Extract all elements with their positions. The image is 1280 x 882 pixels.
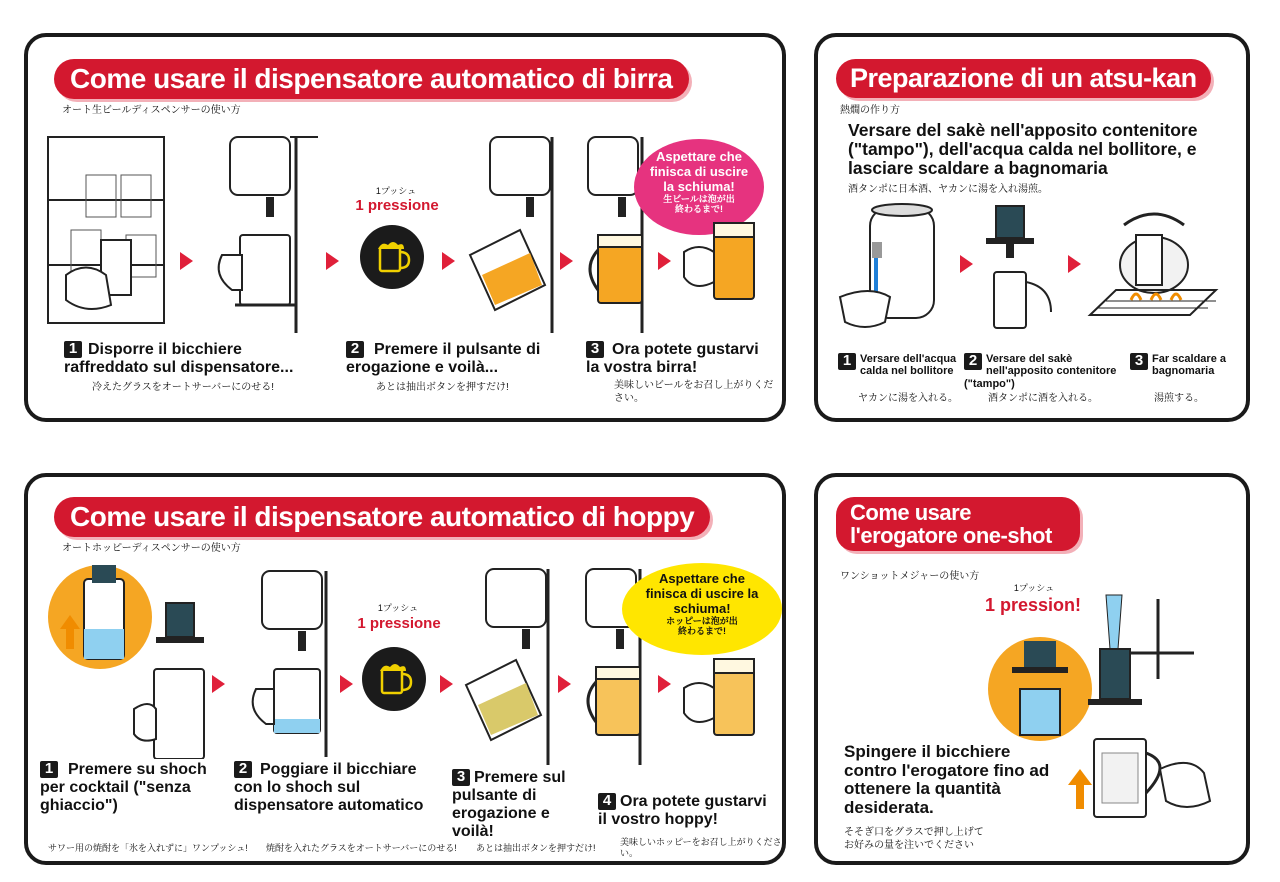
hoppy-step-2-jp: 焼酎を入れたグラスをオートサーバーにのせる! <box>266 843 457 853</box>
hoppy-wait-foam-text: Aspettare che finisca di uscire la schiuma! <box>645 571 759 616</box>
kettle-on-stove-illustration <box>1086 205 1226 330</box>
hoppy-step-3 <box>452 769 592 841</box>
push-count-jp: 1プッシュ <box>375 186 417 196</box>
step-arrow <box>326 252 339 270</box>
step-number: 3 <box>586 341 604 358</box>
beer-panel-subtitle: オート生ビールディスペンサーの使い方 <box>62 105 241 116</box>
step-number: 2 <box>234 761 252 778</box>
hot-water-pot-illustration <box>836 202 946 332</box>
hoppy-step-3-jp: あとは抽出ボタンを押すだけ! <box>476 843 596 853</box>
hoppy-pouring-illustration <box>456 567 566 767</box>
oneshot-panel-subtitle: ワンショットメジャーの使い方 <box>840 571 980 582</box>
step-text: Versare dell'acqua calda nel bollitore <box>860 353 957 378</box>
hoppy-panel-title: Come usare il dispensatore automatico di hoppy <box>54 497 710 537</box>
hoppy-step-1 <box>40 761 230 815</box>
wait-foam-text: Aspettare che finisca di uscire la schiuma! <box>649 149 749 194</box>
oneshot-panel-title <box>836 497 1080 551</box>
beer-step-1-jp: 冷えたグラスをオートサーバーにのせる! <box>92 382 274 393</box>
hoppy-step-1-jp: サワー用の焼酎を「氷を入れずに」ワンプッシュ! <box>48 843 248 853</box>
hoppy-panel <box>24 473 786 865</box>
step-text: Far scaldare a bagnomaria <box>1152 353 1226 378</box>
step-number: 1 <box>64 341 82 358</box>
step-number: 1 <box>40 761 58 778</box>
atsukan-step-2-jp: 酒タンポに酒を入れる。 <box>988 393 1098 404</box>
beer-step-2 <box>346 341 566 377</box>
step-arrow <box>658 675 671 693</box>
beer-step-2-jp: あとは抽出ボタンを押すだけ! <box>376 382 509 393</box>
hoppy-step-4 <box>598 793 778 829</box>
oneshot-headline: Spingere il bicchiere contro l'erogatore fino ad ottenere la quantità desiderata. <box>844 742 1050 818</box>
step-text: Premere sul pulsante di erogazione e voilà! <box>452 769 566 840</box>
step-number: 3 <box>1130 353 1148 370</box>
step-arrow <box>960 255 973 273</box>
step-number: 1 <box>838 353 856 370</box>
oneshot-panel <box>814 473 1250 865</box>
wait-foam-text-jp: 生ビールは泡が出終わるまで! <box>663 194 735 215</box>
hoppy-button-icon[interactable] <box>362 647 426 711</box>
dispenser-empty-glass-illustration <box>200 135 320 335</box>
hoppy-wait-foam-bubble <box>622 563 782 655</box>
atsukan-step-2 <box>964 353 1124 390</box>
hoppy-panel-subtitle: オートホッピーディスペンサーの使い方 <box>62 543 241 554</box>
step-text: Versare del sakè nell'apposito contenitore ("tampo") <box>964 353 1117 390</box>
oneshot-push-count-jp: 1プッシュ <box>1013 583 1055 593</box>
step-arrow <box>560 252 573 270</box>
step-arrow <box>440 675 453 693</box>
step-number: 3 <box>452 769 470 786</box>
step-arrow <box>558 675 571 693</box>
atsukan-step-1-jp: ヤカンに湯を入れる。 <box>858 393 958 404</box>
sake-tampo-illustration <box>978 202 1058 332</box>
step-arrow <box>658 252 671 270</box>
beer-step-3-jp: 美味しいビールをお召し上がりください。 <box>614 380 774 404</box>
atsukan-step-1 <box>838 353 968 378</box>
step-text: Premere su shoch per cocktail ("senza ghiaccio") <box>40 761 207 814</box>
step-text: Premere il pulsante di erogazione e voilà... <box>346 341 541 376</box>
push-up-arrow-icon <box>1068 769 1092 809</box>
atsukan-step-3 <box>1130 353 1240 378</box>
step-number: 2 <box>964 353 982 370</box>
step-arrow <box>340 675 353 693</box>
hoppy-push-count-jp: 1プッシュ <box>377 603 419 613</box>
step-arrow <box>212 675 225 693</box>
oneshot-title-line-1: Come usare <box>850 500 971 525</box>
hoppy-step-4-jp: 美味しいホッピーをお召し上がりください。 <box>620 837 782 859</box>
atsukan-step-3-jp: 湯煎する。 <box>1154 393 1204 404</box>
atsukan-panel-title: Preparazione di un atsu-kan <box>836 59 1211 98</box>
hoppy-step-2 <box>234 761 424 815</box>
atsukan-panel <box>814 33 1250 422</box>
step-text: Ora potete gustarvi la vostra birra! <box>586 341 759 376</box>
shochu-push-illustration <box>44 559 214 759</box>
step-arrow <box>180 252 193 270</box>
hoppy-dispenser-glass-illustration <box>230 569 330 759</box>
dispenser-pouring-illustration <box>460 135 570 335</box>
atsukan-headline-jp: 酒タンポに日本酒、ヤカンに湯を入れ湯煎。 <box>848 184 1048 195</box>
oneshot-headline-jp: そそぎ口をグラスで押し上げて お好みの量を注いでください <box>844 827 984 851</box>
hoppy-wait-foam-text-jp: ホッピーは泡が出終わるまで! <box>666 616 738 637</box>
atsukan-panel-subtitle: 熱燗の作り方 <box>840 105 900 116</box>
enjoy-hoppy-illustration <box>674 653 764 753</box>
step-number: 4 <box>598 793 616 810</box>
step-text: Disporre il bicchiere raffreddato sul dispensatore... <box>64 341 294 376</box>
beer-button-icon[interactable] <box>360 225 424 289</box>
step-text: Ora potete gustarvi il vostro hoppy! <box>598 793 767 828</box>
step-arrow <box>1068 255 1081 273</box>
hoppy-push-count-label: 1 pressione <box>357 615 441 632</box>
step-arrow <box>442 252 455 270</box>
beer-panel <box>24 33 786 422</box>
atsukan-headline: Versare del sakè nell'apposito contenitore ("tampo"), dell'acqua calda nel bollitore, e lasciare scaldare a bagnomaria <box>848 120 1198 178</box>
push-count-label: 1 pressione <box>355 197 439 214</box>
oneshot-title-line-2: l'erogatore one-shot <box>850 523 1052 549</box>
step-text: Poggiare il bicchiare con lo shoch sul dispensatore automatico <box>234 761 424 814</box>
step-number: 2 <box>346 341 364 358</box>
beer-panel-title: Come usare il dispensatore automatico di birra <box>54 59 689 99</box>
oneshot-push-count-label: 1 pression! <box>984 595 1082 615</box>
beer-step-3 <box>586 341 776 377</box>
enjoy-beer-illustration <box>674 217 764 317</box>
beer-step-1 <box>64 341 324 377</box>
glass-fridge-illustration <box>46 135 166 325</box>
